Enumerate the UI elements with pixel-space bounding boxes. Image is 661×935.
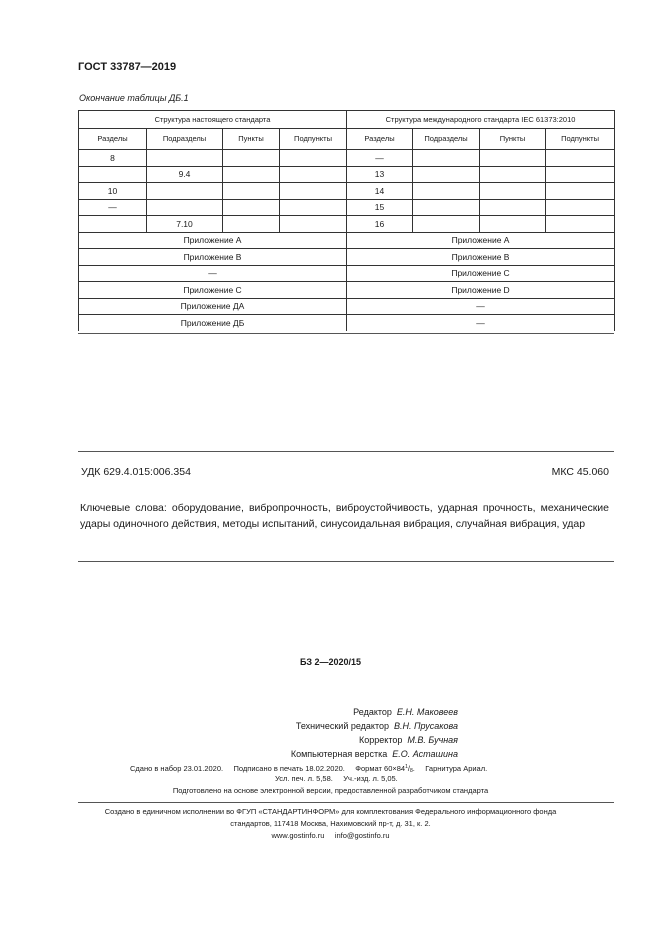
table-cell — [413, 150, 480, 167]
bz-number: БЗ 2—2020/15 — [299, 657, 362, 667]
column-header: Пункты — [223, 129, 280, 150]
table-cell — [223, 199, 280, 216]
credit-row — [150, 719, 460, 733]
column-header: Подпункты — [280, 129, 347, 150]
footer-line1: Создано в единичном исполнении во ФГУП «СТАНДАРТИНФОРМ» для комплектования Федерального информационного фонда — [104, 807, 557, 816]
mks-code: МКС 45.060 — [551, 466, 609, 478]
keywords: Ключевые слова: оборудование, вибропрочность, виброустойчивость, ударная прочность, механические удары одиночного действия, методы испытаний, синусоидальная вибрация, случайная вибрация, удар — [80, 502, 609, 530]
annex-cell: Приложение ДА — [79, 298, 347, 315]
typeface: Гарнитура Ариал. — [425, 764, 488, 773]
annex-row — [79, 249, 615, 266]
table-row — [79, 166, 615, 183]
table-cell: 10 — [79, 183, 147, 200]
udk-code: УДК 629.4.015:006.354 — [81, 466, 191, 478]
table-cell: — — [79, 199, 147, 216]
annex-row — [79, 265, 615, 282]
table-cell — [480, 166, 546, 183]
credit-row — [150, 747, 460, 761]
printing-info-line2 — [275, 774, 398, 783]
annex-cell: Приложение В — [347, 249, 615, 266]
table-cell — [147, 199, 223, 216]
table-cell: 7.10 — [147, 216, 223, 233]
table-cell: 15 — [347, 199, 413, 216]
table-row — [79, 183, 615, 200]
annex-cell: — — [79, 265, 347, 282]
table-cell — [280, 216, 347, 233]
credit-name: В.Н. Прусакова — [394, 721, 458, 731]
publisher-sheets: Уч.-изд. л. 5,05. — [343, 774, 398, 783]
table-row — [79, 216, 615, 233]
table-cell: 16 — [347, 216, 413, 233]
annex-cell: — — [347, 315, 615, 331]
annex-cell: Приложение В — [79, 249, 347, 266]
paper-format: Формат $60\times 84^1/_8$. — [355, 764, 415, 774]
annex-cell: Приложение А — [79, 232, 347, 249]
table-bottom-rule — [78, 333, 614, 334]
annex-row — [79, 315, 615, 331]
annex-cell: Приложение А — [347, 232, 615, 249]
document-header: ГОСТ 33787—2019 — [78, 61, 177, 73]
table-cell — [79, 166, 147, 183]
table-cell — [480, 216, 546, 233]
right-group-header: Структура международного стандарта IEC 61373:2010 — [347, 111, 615, 129]
column-header: Подразделы — [147, 129, 223, 150]
table-cell: 13 — [347, 166, 413, 183]
table-cell — [546, 166, 615, 183]
table-row — [79, 199, 615, 216]
annex-row — [79, 282, 615, 299]
table-cell — [280, 199, 347, 216]
table-cell: — — [347, 150, 413, 167]
printing-info-line1 — [130, 764, 487, 774]
footer-contacts — [0, 830, 661, 842]
signed-date: Подписано в печать 18.02.2020. — [233, 764, 345, 773]
credits-block — [150, 705, 460, 761]
email-link[interactable]: info@gostinfo.ru — [334, 831, 390, 840]
website-link[interactable]: www.gostinfo.ru — [271, 831, 325, 840]
credit-role: Редактор — [353, 707, 392, 717]
table-cell — [546, 199, 615, 216]
table-cell — [480, 199, 546, 216]
annex-cell: Приложение С — [347, 265, 615, 282]
divider-top — [78, 451, 614, 452]
table-caption: Окончание таблицы ДБ.1 — [79, 93, 189, 103]
annex-cell: Приложение D — [347, 282, 615, 299]
table-cell — [546, 183, 615, 200]
publisher-footer — [0, 806, 661, 842]
footer-rule — [78, 802, 614, 803]
table-cell — [147, 183, 223, 200]
credit-row — [150, 705, 460, 719]
table-cell — [546, 150, 615, 167]
annex-cell: Приложение С — [79, 282, 347, 299]
column-header: Разделы — [79, 129, 147, 150]
table-cell — [413, 166, 480, 183]
table-cell — [223, 166, 280, 183]
table-cell — [413, 183, 480, 200]
table-cell — [413, 199, 480, 216]
annex-cell: Приложение ДБ — [79, 315, 347, 331]
table-cell: 8 — [79, 150, 147, 167]
credit-role: Технический редактор — [295, 721, 389, 731]
table-row — [79, 150, 615, 167]
left-group-header: Структура настоящего стандарта — [79, 111, 347, 129]
structure-comparison-table — [78, 110, 615, 331]
credit-name: Е.Н. Маковеев — [396, 707, 458, 717]
column-header: Пункты — [480, 129, 546, 150]
credit-row — [150, 733, 460, 747]
annex-row — [79, 232, 615, 249]
table-cell — [223, 216, 280, 233]
table-cell — [147, 150, 223, 167]
table-cell — [480, 183, 546, 200]
table-cell — [480, 150, 546, 167]
annex-row — [79, 298, 615, 315]
table-cell — [280, 150, 347, 167]
table-cell — [280, 183, 347, 200]
credit-role: Корректор — [359, 735, 403, 745]
divider-bottom — [78, 561, 614, 562]
credit-role: Компьютерная верстка — [290, 749, 388, 759]
table-cell — [223, 183, 280, 200]
column-header: Подразделы — [413, 129, 480, 150]
column-header: Подпункты — [546, 129, 615, 150]
table-cell: 9.4 — [147, 166, 223, 183]
submitted-date: Сдано в набор 23.01.2020. — [130, 764, 224, 773]
column-header: Разделы — [347, 129, 413, 150]
table-cell — [223, 150, 280, 167]
print-sheets: Усл. печ. л. 5,58. — [275, 774, 333, 783]
table-cell — [280, 166, 347, 183]
table-cell: 14 — [347, 183, 413, 200]
footer-line2: стандартов, 117418 Москва, Нахимовский пр-т, д. 31, к. 2. — [230, 819, 431, 828]
annex-cell: — — [347, 298, 615, 315]
credit-name: Е.О. Асташина — [392, 749, 458, 759]
electronic-version-note: Подготовлено на основе электронной версии, предоставленной разработчиком стандарта — [172, 786, 489, 795]
credit-name: М.В. Бучная — [407, 735, 458, 745]
table-cell — [79, 216, 147, 233]
table-cell — [413, 216, 480, 233]
table-cell — [546, 216, 615, 233]
